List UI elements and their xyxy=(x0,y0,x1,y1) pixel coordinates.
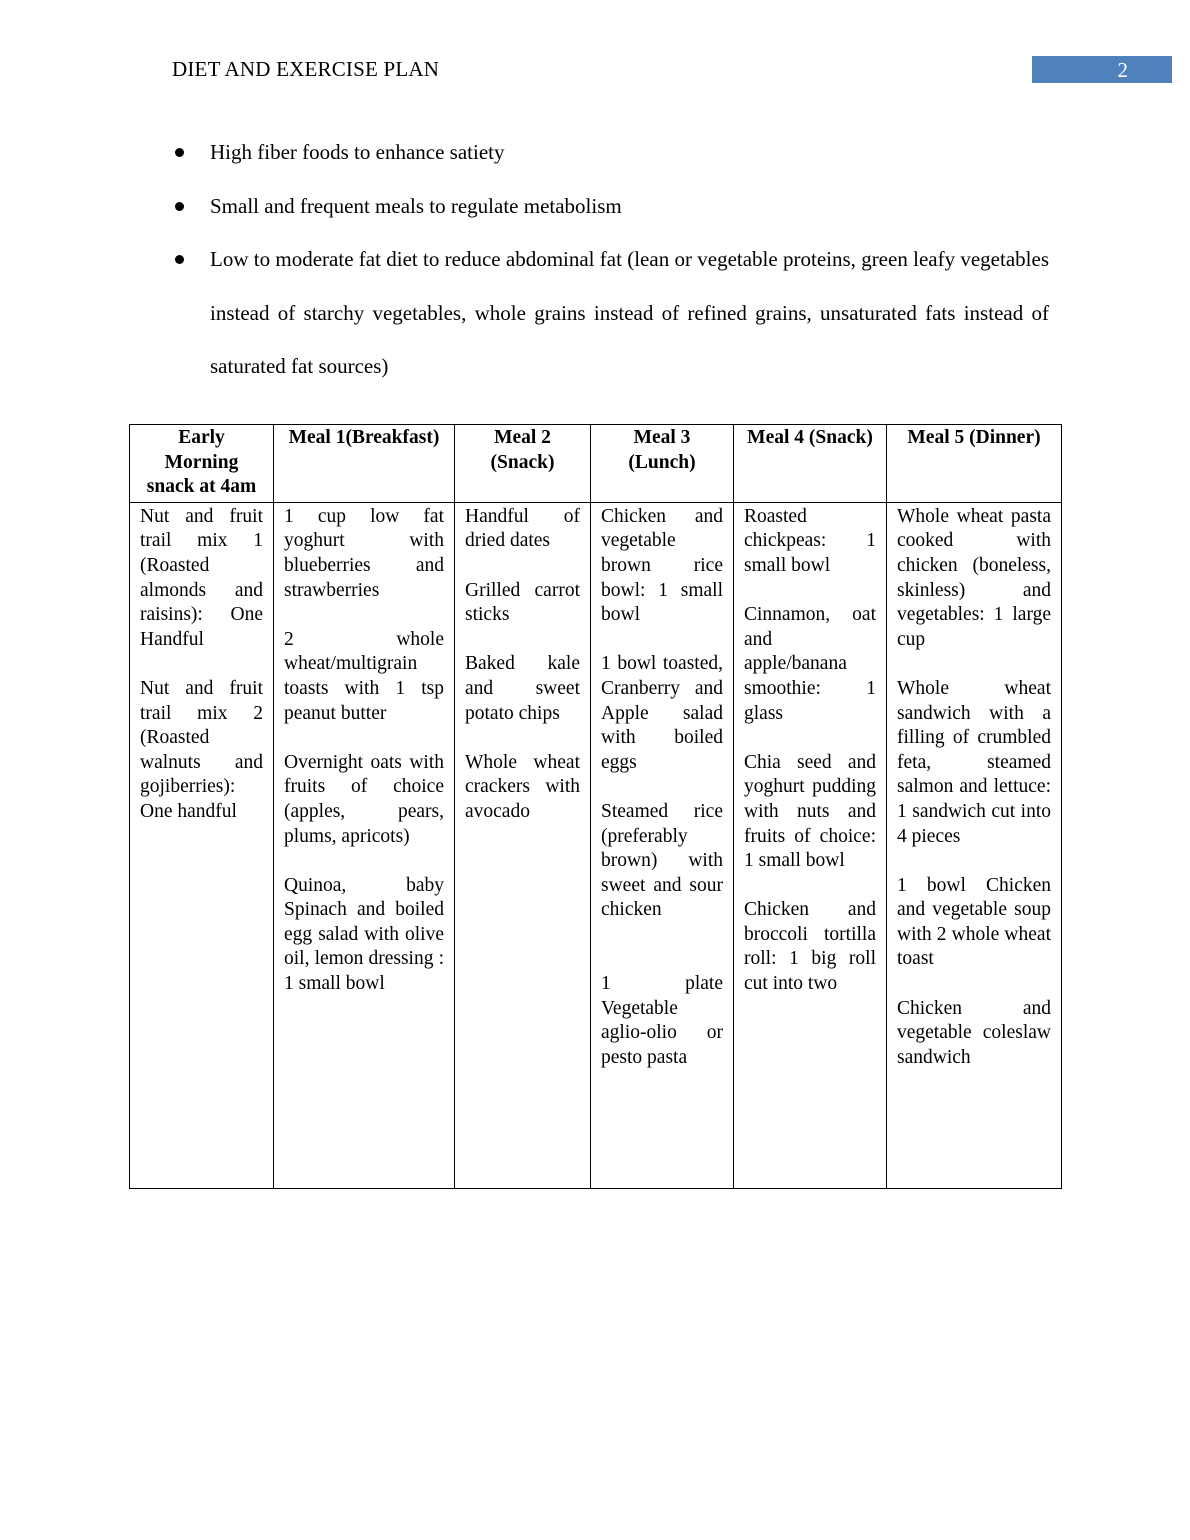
menu-item: Chicken and broccoli tortilla roll: 1 big roll cut into two xyxy=(744,899,876,995)
bullet-text: Small and frequent meals to regulate metabolism xyxy=(210,193,622,218)
header-early-morning: Early Morning snack at 4am xyxy=(130,425,274,503)
cell-meal-1 xyxy=(274,502,455,1188)
menu-item: 1 bowl Chicken and vegetable soup with 2 whole wheat toast xyxy=(897,874,1051,970)
page-number-badge: 2 xyxy=(1032,56,1172,83)
bullet-item xyxy=(172,233,1049,394)
menu-item: Whole wheat crackers with avocado xyxy=(465,751,580,822)
menu-item: Chicken and vegetable brown rice bowl: 1 small bowl xyxy=(601,505,723,626)
menu-item: Whole wheat pasta cooked with chicken (boneless, skinless) and vegetables: 1 large cup xyxy=(897,505,1051,650)
menu-item: Cinnamon, oat and apple/banana smoothie: 1 glass xyxy=(744,604,876,724)
table-row xyxy=(130,502,1062,1188)
table-header-row xyxy=(130,425,1062,503)
menu-item: Roasted chickpeas: 1 small bowl xyxy=(744,505,876,576)
menu-item: Chia seed and yoghurt pudding with nuts and fruits of choice: 1 small bowl xyxy=(744,751,876,872)
menu-item: Chicken and vegetable coleslaw sandwich xyxy=(897,997,1051,1068)
header-meal-1: Meal 1(Breakfast) xyxy=(274,425,455,503)
bullet-dot-icon xyxy=(175,202,184,211)
menu-item: 2 whole wheat/multigrain toasts with 1 tsp peanut butter xyxy=(284,628,444,724)
meal-plan-table xyxy=(129,424,1062,1189)
cell-meal-5 xyxy=(887,502,1062,1188)
cell-meal-3 xyxy=(591,502,734,1188)
bullet-text: High fiber foods to enhance satiety xyxy=(210,140,505,164)
cell-meal-2 xyxy=(455,502,591,1188)
menu-item: Baked kale and sweet potato chips xyxy=(465,653,580,724)
menu-item: Steamed rice (preferably brown) with sweet and sour chicken xyxy=(601,800,723,921)
menu-item: Nut and fruit trail mix 1 (Roasted almonds and raisins): One Handful xyxy=(140,505,263,650)
header-meal-5: Meal 5 (Dinner) xyxy=(887,425,1062,503)
menu-item: Whole wheat sandwich with a filling of crumbled feta, steamed salmon and lettuce: 1 sandwich cut into 4 pieces xyxy=(897,677,1051,847)
bullet-dot-icon xyxy=(175,148,184,157)
bullet-text: Low to moderate fat diet to reduce abdominal fat (lean or vegetable proteins, green leafy vegetables instead of starchy vegetables, whole grains instead of refined grains, unsaturated fats instead of saturated fat sources) xyxy=(210,247,1049,378)
cell-early-morning xyxy=(130,502,274,1188)
bullet-dot-icon xyxy=(175,255,184,264)
menu-item: Quinoa, baby Spinach and boiled egg salad with olive oil, lemon dressing : 1 small bowl xyxy=(284,874,444,995)
menu-item: Overnight oats with fruits of choice (apples, pears, plums, apricots) xyxy=(284,751,444,847)
header-meal-2: Meal 2 (Snack) xyxy=(455,425,591,503)
bullet-item xyxy=(172,180,1049,234)
header-meal-3: Meal 3 (Lunch) xyxy=(591,425,734,503)
bullet-list xyxy=(172,126,1049,394)
bullet-item xyxy=(172,126,1049,180)
menu-item: Nut and fruit trail mix 2 (Roasted walnuts and gojiberries): One handful xyxy=(140,677,263,822)
running-head-title: DIET AND EXERCISE PLAN xyxy=(172,57,440,81)
menu-item: 1 bowl toasted, Cranberry and Apple salad with boiled eggs xyxy=(601,653,723,773)
menu-item: Handful of dried dates xyxy=(465,505,580,552)
header-meal-4: Meal 4 (Snack) xyxy=(734,425,887,503)
menu-item: Grilled carrot sticks xyxy=(465,579,580,626)
cell-meal-4 xyxy=(734,502,887,1188)
menu-item: 1 plate Vegetable aglio-olio or pesto pasta xyxy=(601,973,723,1068)
menu-item: 1 cup low fat yoghurt with blueberries and strawberries xyxy=(284,505,444,601)
